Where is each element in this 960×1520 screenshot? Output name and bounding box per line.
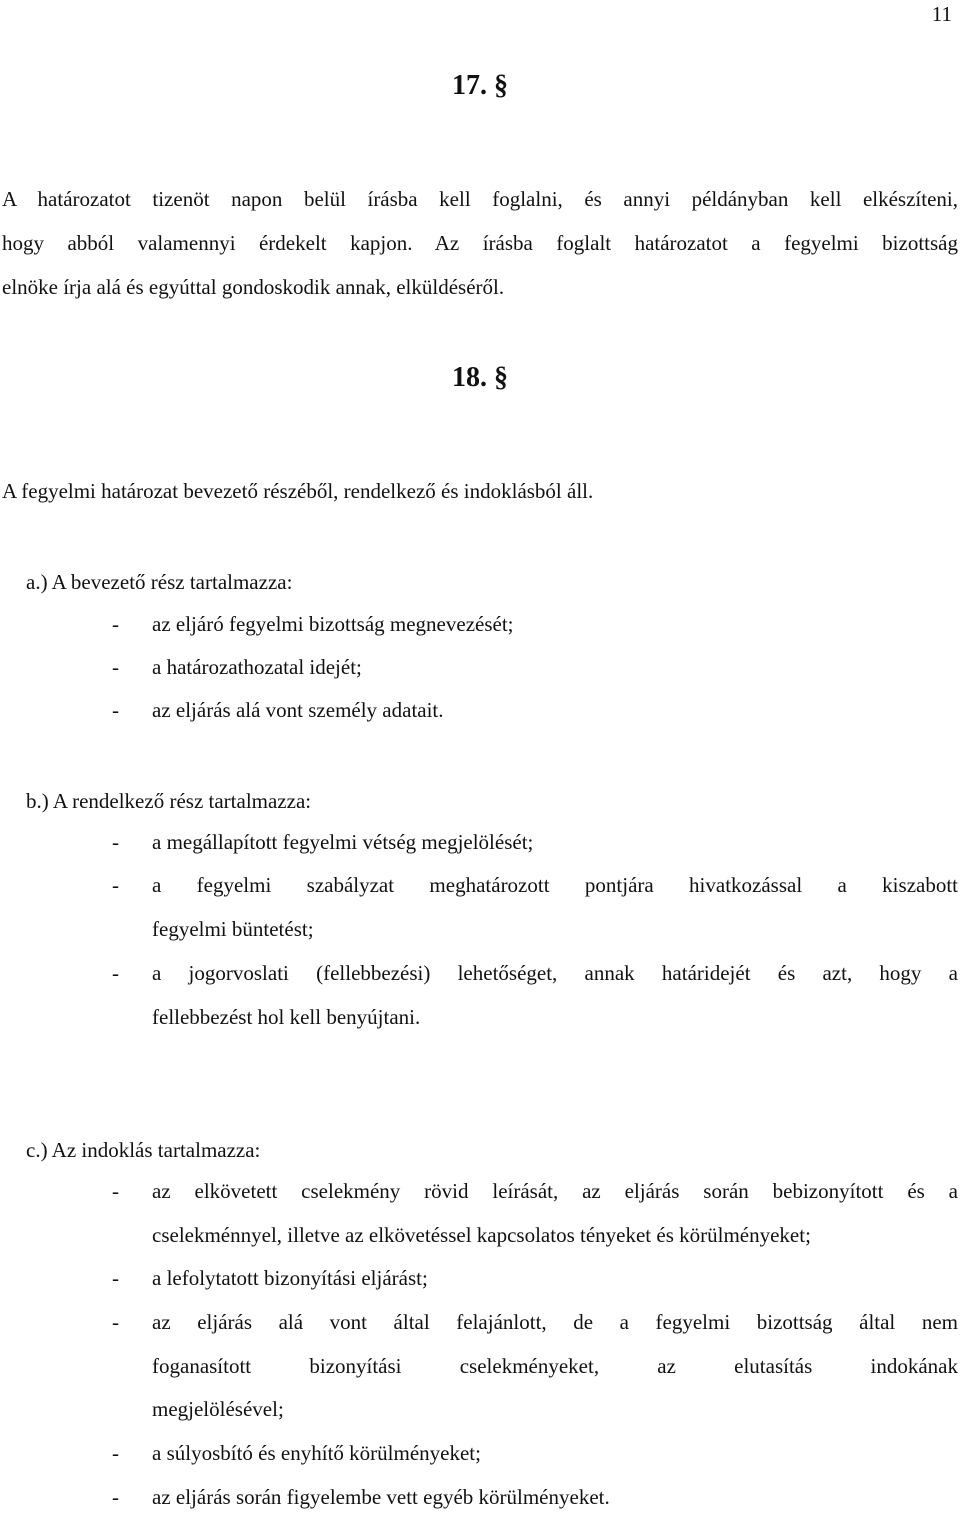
bullet-dash: -: [112, 1266, 119, 1290]
paragraph-line: A fegyelmi határozat bevezető részéből, rendelkező és indoklásból áll.: [2, 479, 594, 503]
bullet-dash: -: [112, 873, 119, 897]
list-item-text: az eljárás alá vont személy adatait.: [152, 698, 444, 722]
paragraph-line: hogy abból valamennyi érdekelt kapjon. Az írásba foglalt határozatot a fegyelmi bizottság: [2, 231, 958, 255]
list-item-text: a fegyelmi szabályzat meghatározott pontjára hivatkozással a kiszabott fegyelmi büntetést;: [152, 873, 958, 941]
bullet-dash: -: [112, 830, 119, 854]
part-b-label: b.) A rendelkező rész tartalmazza:: [26, 789, 312, 813]
bullet-dash: -: [112, 698, 119, 722]
section-heading-18: 18. §: [452, 362, 508, 393]
paragraph-18-intro: [2, 469, 958, 513]
bullet-dash: -: [112, 1310, 119, 1334]
list-item-text: a lefolytatott bizonyítási eljárást;: [152, 1266, 428, 1290]
paragraph-line: elnöke írja alá és egyúttal gondoskodik annak, elküldéséről.: [2, 275, 505, 299]
part-a-label: a.) A bevezető rész tartalmazza:: [26, 570, 293, 594]
list-item-text: a súlyosbító és enyhítő körülményeket;: [152, 1441, 481, 1465]
list-item-text: az eljárás alá vont által felajánlott, de a fegyelmi bizottság által nem foganasított bizonyítási cselekményeket, az elutasítás indokának megjelölésével;: [152, 1310, 958, 1421]
section-heading-17: 17. §: [452, 70, 508, 101]
bullet-dash: -: [112, 612, 119, 636]
list-item-text: az eljárás során figyelembe vett egyéb körülményeket.: [152, 1485, 610, 1509]
list-item-text: az eljáró fegyelmi bizottság megnevezését;: [152, 612, 514, 636]
bullet-dash: -: [112, 1179, 119, 1203]
page-number: 11: [931, 2, 952, 26]
bullet-dash: -: [112, 1485, 119, 1509]
list-item-text: a jogorvoslati (fellebbezési) lehetőséget, annak határidejét és azt, hogy a fellebbezést hol kell benyújtani.: [152, 961, 958, 1029]
bullet-dash: -: [112, 655, 119, 679]
paragraph-17: [2, 177, 958, 309]
bullet-dash: -: [112, 1441, 119, 1465]
list-item-text: a határozathozatal idejét;: [152, 655, 362, 679]
list-item-text: a megállapított fegyelmi vétség megjelölését;: [152, 830, 534, 854]
part-c-label: c.) Az indoklás tartalmazza:: [26, 1138, 261, 1162]
paragraph-line: A határozatot tizenöt napon belül írásba kell foglalni, és annyi példányban kell elkészíteni,: [2, 187, 958, 211]
list-item-text: az elkövetett cselekmény rövid leírását, az eljárás során bebizonyított és a cselekménnyel, illetve az elkövetéssel kapcsolatos tényeket és körülményeket;: [152, 1179, 958, 1247]
bullet-dash: -: [112, 961, 119, 985]
